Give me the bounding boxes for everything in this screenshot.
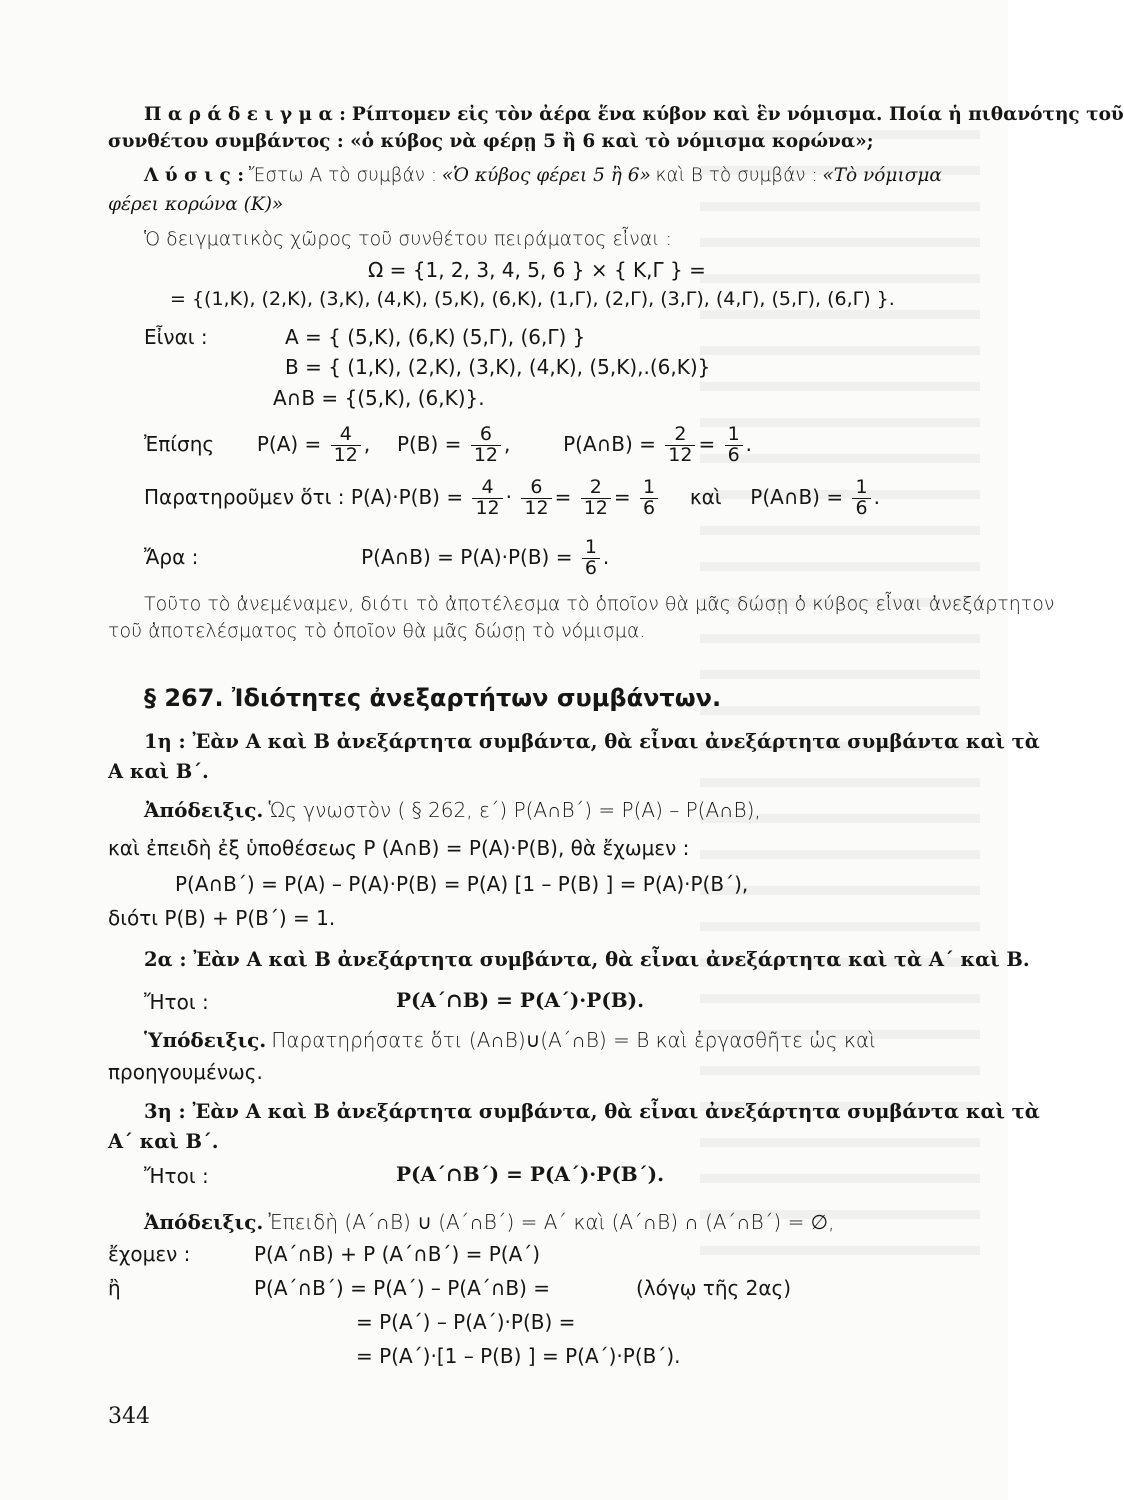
prop3-proof-line-2: P(Α΄∩Β) + P (Α΄∩Β΄) = P(Α΄) [254, 1242, 541, 1266]
prop2-hint-label: Ὑπόδειξις. [144, 1028, 267, 1052]
expected-line-2: τοῦ ἀποτελέσματος τὸ ὁποῖον θὰ μᾶς δώσῃ τὸ νόμισμα. [108, 620, 646, 642]
prop3-proof-line-1 [144, 1210, 834, 1235]
omega-line: Ω = {1, 2, 3, 4, 5, 6 } × { Κ,Γ } = [368, 258, 706, 282]
pb-fraction: $\frac{6}{12}$ [471, 425, 501, 466]
page-number: 344 [108, 1404, 150, 1429]
prop3-ie: Ἤτοι : [144, 1164, 209, 1188]
solution-quote-b2: φέρει κορώνα (Κ)» [108, 194, 284, 215]
therefore-fraction: $\frac{1}{6}$ [582, 538, 600, 579]
observe-fraction-5: $\frac{1}{6}$ [852, 478, 870, 519]
solution-line-1 [144, 165, 942, 187]
prop3-line-1: 3η : Ἐὰν Α καὶ Β ἀνεξάρτητα συμβάντα, θὰ εἶναι ἀνεξάρτητα συμβάντα καὶ τὰ [144, 1100, 1040, 1123]
event-b: Β = { (1,Κ), (2,Κ), (3,Κ), (4,Κ), (5,Κ),.(6,Κ)} [285, 355, 711, 379]
prop2-line-1: 2α : Ἐὰν Α καὶ Β ἀνεξάρτητα συμβάντα, θὰ εἶναι ἀνεξάρτητα καὶ τὰ Α΄ καὶ Β. [144, 948, 1030, 971]
prop2-formula: P(Α΄∩Β) = P(Α΄)·P(Β). [396, 988, 645, 1012]
observe-lhs: P(Α)·P(Β) = [350, 485, 464, 509]
prop2-hint-line-1 [144, 1028, 876, 1053]
pa-label: P(Α) = [256, 432, 322, 456]
solution-label: Λ ύ σ ι ς : [144, 165, 245, 186]
section-heading: § 267. Ἰδιότητες ἀνεξαρτήτων συμβάντων. [144, 684, 722, 712]
prop1-proof-line-4: διότι P(Β) + P(Β΄) = 1. [108, 906, 336, 930]
observe-fraction-3: $\frac{2}{12}$ [581, 478, 611, 519]
observe-row: Παρατηροῦμεν ὅτι : P(Α)·P(Β) = $\frac{4}{12}$ · $\frac{6}{12}$ = $\frac{2}{12}$ = $\frac{1}{6}$ καὶ P(Α∩Β) = $\frac{1}{6}$ . [144, 476, 880, 519]
observe-rhs: P(Α∩Β) = [750, 485, 844, 509]
solution-text-a: Ἔστω Α τὸ συμβάν : [248, 165, 438, 186]
observe-fraction-4: $\frac{1}{6}$ [640, 478, 658, 519]
prop2-hint-text-1: Παρατηρήσατε ὅτι (Α∩Β)∪(Α΄∩Β) = Β καὶ ἐργασθῆτε ὡς καὶ [271, 1028, 876, 1052]
prop3-or-label: ἢ [108, 1276, 121, 1300]
solution-text-b: καὶ Β τὸ συμβάν : [655, 165, 818, 186]
example-label: Π α ρ ά δ ε ι γ μ α : [144, 104, 347, 125]
omega-set: = {(1,Κ), (2,Κ), (3,Κ), (4,Κ), (5,Κ), (6,Κ), (1,Γ), (2,Γ), (3,Γ), (4,Γ), (5,Γ), (6,Γ) }. [170, 288, 895, 310]
solution-quote-a: «Ὁ κύβος φέρει 5 ἢ 6» [441, 165, 651, 186]
prop1-proof-line-3: P(Α∩Β΄) = P(Α) – P(Α)·P(Β) = P(Α) [1 – P(Β) ] = P(Α)·P(Β΄), [175, 872, 749, 896]
observe-fraction-2: $\frac{6}{12}$ [521, 478, 551, 519]
pab-fraction-reduced: $\frac{1}{6}$ [725, 425, 743, 466]
prop3-proof-line-4: = P(Α΄) – P(Α΄)·P(Β) = [356, 1310, 576, 1334]
prop2-ie: Ἤτοι : [144, 990, 209, 1014]
pb-label: P(Β) = [396, 432, 462, 456]
probabilities-row: Ἐπίσης P(Α) = $\frac{4}{12}$ , P(Β) = $\frac{6}{12}$ , P(Α∩Β) = $\frac{2}{12}$ = $\frac{1}{6}$ . [144, 423, 753, 466]
prop3-proof-line-5: = P(Α΄)·[1 – P(Β) ] = P(Α΄)·P(Β΄). [356, 1344, 681, 1368]
events-label: Εἶναι : [144, 325, 208, 349]
example-line-1 [144, 104, 1124, 125]
therefore-eq: P(Α∩Β) = P(Α)·P(Β) = [361, 545, 573, 569]
prop3-proof-line-3: P(Α΄∩Β΄) = P(Α΄) – P(Α΄∩Β) = [254, 1276, 551, 1300]
prop3-proof-label: Ἀπόδειξις. [144, 1210, 264, 1234]
example-line-2: συνθέτου συμβάντος : «ὁ κύβος νὰ φέρῃ 5 ἢ 6 καὶ τὸ νόμισμα κορώνα»; [108, 131, 874, 152]
therefore-row: Ἄρα : P(Α∩Β) = P(Α)·P(Β) = $\frac{1}{6}$ . [144, 536, 610, 579]
prop3-have-label: ἔχομεν : [108, 1242, 191, 1266]
pa-fraction: $\frac{4}{12}$ [331, 425, 361, 466]
prop3-line-2: Α΄ καὶ Β΄. [108, 1130, 219, 1153]
prop3-reason: (λόγῳ τῆς 2ας) [636, 1276, 792, 1300]
probabilities-label: Ἐπίσης [144, 432, 215, 456]
prop1-proof-text-1: Ὡς γνωστὸν ( § 262, ε΄) P(Α∩Β΄) = P(Α) – P(Α∩Β), [268, 798, 761, 822]
therefore-label: Ἄρα : [144, 545, 199, 569]
observe-label: Παρατηροῦμεν ὅτι : [144, 485, 345, 509]
prop1-proof-label: Ἀπόδειξις. [144, 798, 264, 822]
pab-label: P(Α∩Β) = [563, 432, 656, 456]
prop2-hint-line-2: προηγουμένως. [108, 1060, 263, 1084]
prop3-formula: P(Α΄∩Β΄) = P(Α΄)·P(Β΄). [396, 1162, 665, 1186]
example-text-1: Ρίπτομεν εἰς τὸν ἀέρα ἕνα κύβον καὶ ἓν νόμισμα. Ποία ἡ πιθανότης τοῦ [351, 104, 1124, 125]
event-a-intersect-b: Α∩Β = {(5,Κ), (6,Κ)}. [273, 386, 485, 410]
prop3-proof-text-1: Ἐπειδὴ (Α΄∩Β) ∪ (Α΄∩Β΄) = Α΄ καὶ (Α΄∩Β) ∩ (Α΄∩Β΄) = ∅, [268, 1210, 835, 1234]
expected-line-1: Τοῦτο τὸ ἀνεμέναμεν, διότι τὸ ἀποτέλεσμα τὸ ὁποῖον θὰ μᾶς δώσῃ ὁ κύβος εἶναι ἀνεξάρτητον [144, 593, 1055, 615]
event-a: Α = { (5,Κ), (6,Κ) (5,Γ), (6,Γ) } [285, 325, 586, 349]
prop1-line-1: 1η : Ἐὰν Α καὶ Β ἀνεξάρτητα συμβάντα, θὰ εἶναι ἀνεξάρτητα συμβάντα καὶ τὰ [144, 730, 1040, 753]
solution-quote-b1: «Τὸ νόμισμα [822, 165, 942, 186]
prop1-proof-line-2: καὶ ἐπειδὴ ἐξ ὑποθέσεως P (Α∩Β) = P(Α)·P(Β), θὰ ἔχωμεν : [108, 836, 690, 860]
observe-fraction-1: $\frac{4}{12}$ [472, 478, 502, 519]
pab-fraction: $\frac{2}{12}$ [665, 425, 695, 466]
sample-space-intro: Ὁ δειγματικὸς χῶρος τοῦ συνθέτου πειράματος εἶναι : [144, 228, 673, 250]
prop1-line-2: Α καὶ Β΄. [108, 760, 209, 783]
observe-and: καὶ [689, 485, 722, 509]
prop1-proof-line-1 [144, 798, 761, 823]
